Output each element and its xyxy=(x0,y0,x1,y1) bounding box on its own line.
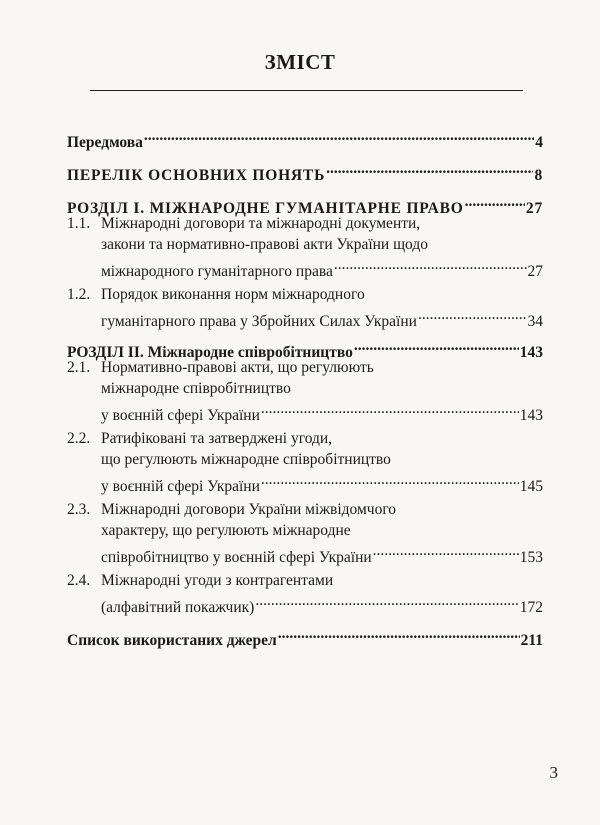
toc-subentry-line: співробітництво у воєнній сфері України xyxy=(101,549,372,566)
toc-entry-page: 4 xyxy=(535,134,543,151)
toc-subentry-line: Міжнародні договори та міжнародні документи, xyxy=(101,215,421,232)
toc-subentry-line: характеру, що регулюють міжнародне xyxy=(101,522,351,539)
toc-subentry-line: міжнародного гуманітарного права xyxy=(101,263,333,280)
toc-subentry-number: 2.2. xyxy=(67,430,91,447)
page-title: ЗМІСТ xyxy=(264,50,336,74)
toc-subentry-line: Ратифіковані та затверджені угоди, xyxy=(101,430,333,447)
toc-subentry-line: Міжнародні угоди з контрагентами xyxy=(101,572,334,589)
toc-subentry-1-1[interactable] xyxy=(67,213,543,280)
toc-entry-page: 143 xyxy=(519,407,543,424)
toc-entry-page: 143 xyxy=(519,344,543,361)
toc-subentry-line: Міжнародні договори України міжвідомчого xyxy=(101,501,397,518)
dot-leader xyxy=(354,336,519,357)
toc-entry-terms[interactable] xyxy=(67,159,543,184)
toc-entry-page: 153 xyxy=(519,549,543,566)
toc-entry-section2[interactable] xyxy=(67,336,543,361)
toc-subentry-number: 2.1. xyxy=(67,359,91,376)
toc-entry-label: Список використаних джерел xyxy=(67,632,277,649)
toc-subentry-number: 2.4. xyxy=(67,572,91,589)
toc-subentry-2-4[interactable] xyxy=(67,570,543,616)
dot-leader xyxy=(418,305,527,326)
toc-subentry-2-3[interactable] xyxy=(67,499,543,566)
dot-leader xyxy=(373,541,519,562)
toc-entry-page: 8 xyxy=(534,167,543,184)
dot-leader xyxy=(144,126,534,147)
toc-subentry-number: 1.1. xyxy=(67,215,91,232)
toc-subentry-line: гуманітарного права у Збройних Силах України xyxy=(101,313,417,330)
toc-subentry-line: міжнародне співробітництво xyxy=(101,380,291,397)
toc-subentry-1-2[interactable] xyxy=(67,284,543,330)
dot-leader xyxy=(326,159,533,180)
toc-entry-page: 172 xyxy=(519,599,543,616)
toc-entry-page: 27 xyxy=(527,263,543,280)
toc-subentry-number: 1.2. xyxy=(67,286,91,303)
page-number: 3 xyxy=(549,763,558,782)
toc-subentry-line: у воєнній сфері України xyxy=(101,407,260,424)
toc-entry-references[interactable] xyxy=(67,624,543,649)
table-of-contents xyxy=(67,126,543,649)
dot-leader xyxy=(465,192,525,213)
toc-entry-label: ПЕРЕЛІК ОСНОВНИХ ПОНЯТЬ xyxy=(67,167,326,184)
dot-leader xyxy=(261,399,519,420)
toc-subentry-2-1[interactable] xyxy=(67,357,543,424)
title-underline xyxy=(90,90,523,91)
toc-subentry-line: (алфавітний покажчик) xyxy=(101,599,255,616)
toc-entry-label: РОЗДІЛ І. МІЖНАРОДНЕ ГУМАНІТАРНЕ ПРАВО xyxy=(67,200,464,217)
dot-leader xyxy=(334,255,527,276)
toc-entry-label: РОЗДІЛ ІІ. Міжнародне співробітництво xyxy=(67,344,353,361)
toc-entry-foreword[interactable] xyxy=(67,126,543,151)
toc-entry-page: 27 xyxy=(525,200,543,217)
toc-entry-page: 211 xyxy=(520,632,543,649)
toc-subentry-number: 2.3. xyxy=(67,501,91,518)
toc-subentry-2-2[interactable] xyxy=(67,428,543,495)
dot-leader xyxy=(261,470,519,491)
dot-leader xyxy=(278,624,520,645)
toc-entry-label: Передмова xyxy=(67,134,143,151)
dot-leader xyxy=(255,591,518,612)
toc-entry-section1[interactable] xyxy=(67,192,543,217)
toc-subentry-line: у воєнній сфері України xyxy=(101,478,260,495)
toc-subentry-line: Порядок виконання норм міжнародного xyxy=(101,286,365,303)
toc-subentry-line: що регулюють міжнародне співробітництво xyxy=(101,451,391,468)
toc-entry-page: 34 xyxy=(527,313,543,330)
toc-subentry-line: закони та нормативно-правові акти України щодо xyxy=(101,236,428,253)
toc-entry-page: 145 xyxy=(519,478,543,495)
toc-subentry-line: Нормативно-правові акти, що регулюють xyxy=(101,359,374,376)
